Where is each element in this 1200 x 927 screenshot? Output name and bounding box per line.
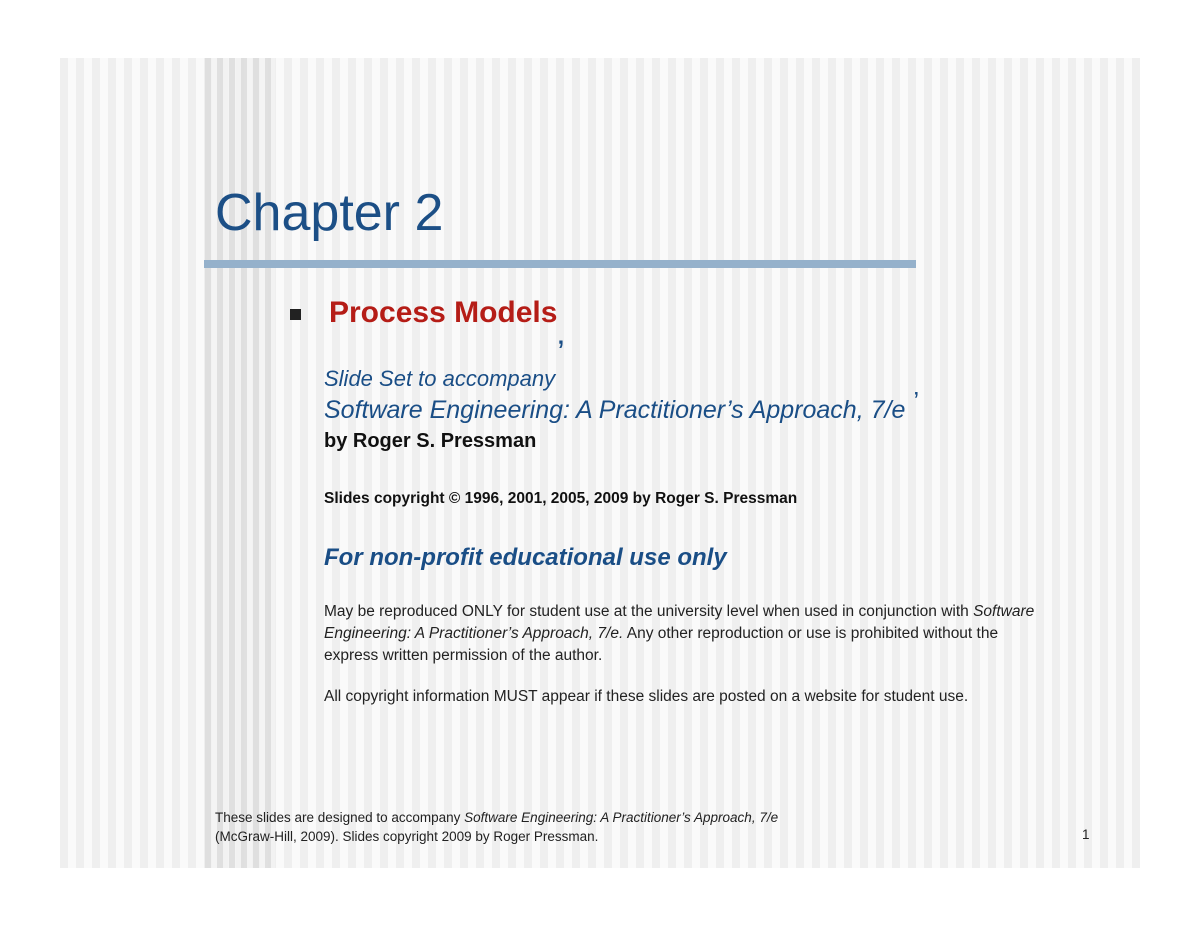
footer-book-title: Software Engineering: A Practitioner’s Approach, 7/e: [464, 810, 779, 825]
slide: [60, 58, 1140, 868]
subtitle-line-1: [324, 334, 565, 395]
title-underline: [204, 260, 916, 268]
author-line: by Roger S. Pressman: [324, 430, 537, 452]
closing-quote-2: ’: [913, 386, 920, 416]
slide-footer: [215, 808, 778, 846]
copyright-line: Slides copyright © 1996, 2001, 2005, 2009 by Roger S. Pressman: [324, 490, 798, 507]
reproduction-text-after: Any other reproduction or use is prohibited without the express written permission of the author.: [324, 625, 999, 664]
closing-quote-1: ’: [557, 334, 565, 372]
footer-text: These slides are designed to accompany: [215, 810, 465, 825]
page-number: 1: [1082, 827, 1090, 842]
book-title: Software Engineering: A Practitioner’s Approach, 7/e: [324, 396, 906, 424]
decorative-stripes: [205, 58, 275, 868]
subtitle-line-2: [324, 386, 920, 425]
bullet-item: [290, 296, 557, 330]
nonprofit-notice: For non-profit educational use only: [324, 544, 727, 571]
reproduction-notice: [324, 601, 1054, 667]
reproduction-book-title: Software Engineering: A Practitioner’s Approach, 7/e.: [324, 603, 1035, 642]
footer-line-1: [215, 808, 778, 827]
slide-title: Chapter 2: [215, 184, 444, 242]
website-notice: All copyright information MUST appear if these slides are posted on a website for student use.: [324, 688, 969, 705]
footer-line-2: (McGraw-Hill, 2009). Slides copyright 2009 by Roger Pressman.: [215, 829, 599, 844]
square-bullet-icon: [290, 309, 301, 320]
reproduction-text-before: May be reproduced ONLY for student use at the university level when used in conjunction with: [324, 603, 974, 620]
bullet-heading: Process Models: [329, 296, 558, 329]
subtitle-text-1: Slide Set to accompany: [324, 366, 556, 391]
